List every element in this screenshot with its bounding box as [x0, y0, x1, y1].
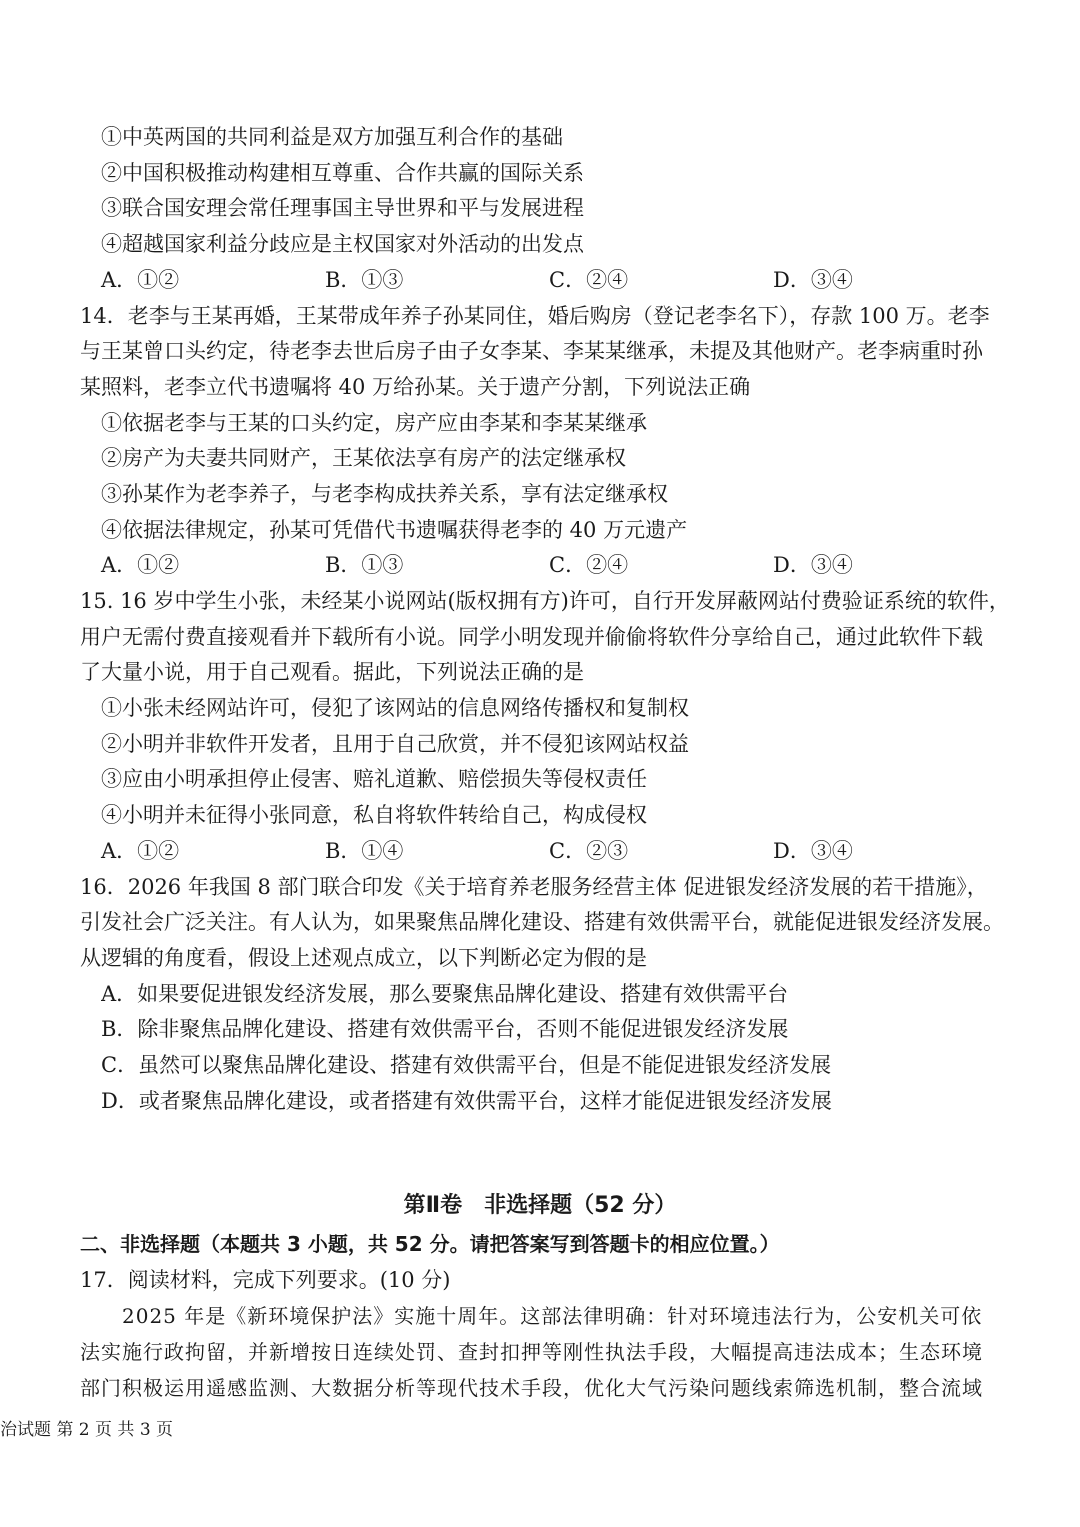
- q14-option-a: A．①②: [101, 553, 180, 577]
- q14-statement-4: ④依据法律规定，孙某可凭借代书遗嘱获得老李的 40 万元遗产: [101, 518, 688, 542]
- q14-option-c: C．②④: [549, 553, 629, 577]
- q14-statement-2: ②房产为夫妻共同财产，王某依法享有房产的法定继承权: [101, 446, 626, 470]
- q16-choice-c: C．虽然可以聚焦品牌化建设、搭建有效供需平台，但是不能促进银发经济发展: [101, 1053, 832, 1077]
- q16-stem-line-1: 16．2026 年我国 8 部门联合印发《关于培育养老服务经营主体 促进银发经济发展的若干措施》，: [80, 875, 988, 899]
- q17-stem: 17．阅读材料，完成下列要求。(10 分): [80, 1268, 451, 1292]
- q13-statement-1: ①中英两国的共同利益是双方加强互利合作的基础: [101, 125, 563, 149]
- q14-option-b: B．①③: [325, 553, 404, 577]
- q15-stem-line-1: 15. 16 岁中学生小张，未经某小说网站(版权拥有方)许可，自行开发屏蔽网站付费验证系统的软件，: [80, 589, 1010, 613]
- q15-stem-line-3: 了大量小说，用于自己观看。据此，下列说法正确的是: [80, 660, 584, 684]
- q15-statement-4: ④小明并未征得小张同意，私自将软件转给自己，构成侵权: [101, 803, 647, 827]
- q14-stem-line-2: 与王某曾口头约定，待老李去世后房子由子女李某、李某某继承，未提及其他财产。老李病重时孙: [80, 339, 983, 363]
- q14-statement-1: ①依据老李与王某的口头约定，房产应由李某和李某某继承: [101, 411, 647, 435]
- q14-stem-line-1: 14．老李与王某再婚，王某带成年养子孙某同住，婚后购房（登记老李名下），存款 100 万。老李: [80, 304, 990, 328]
- q17-material-line-3: 部门积极运用遥感监测、大数据分析等现代技术手段，优化大气污染问题线索筛选机制，整合流域: [80, 1376, 983, 1400]
- q15-option-d: D．③④: [773, 839, 853, 863]
- q14-stem-line-3: 某照料，老李立代书遗嘱将 40 万给孙某。关于遗产分割，下列说法正确: [80, 375, 751, 399]
- q15-option-b: B．①④: [325, 839, 404, 863]
- q13-option-d: D．③④: [773, 268, 853, 292]
- q17-material-line-2: 法实施行政拘留，并新增按日连续处罚、查封扣押等刚性执法手段，大幅提高违法成本；生态环境: [80, 1340, 983, 1364]
- q13-options: [101, 262, 1001, 298]
- q15-option-c: C．②③: [549, 839, 629, 863]
- q13-statement-3: ③联合国安理会常任理事国主导世界和平与发展进程: [101, 196, 584, 220]
- q15-statement-2: ②小明并非软件开发者，且用于自己欣赏，并不侵犯该网站权益: [101, 732, 689, 756]
- q13-option-c: C．②④: [549, 268, 629, 292]
- q16-choice-a: A．如果要促进银发经济发展，那么要聚焦品牌化建设、搭建有效供需平台: [101, 982, 789, 1006]
- q15-option-a: A．①②: [101, 839, 180, 863]
- q13-statement-4: ④超越国家利益分歧应是主权国家对外活动的出发点: [101, 232, 584, 256]
- q13-statement-2: ②中国积极推动构建相互尊重、合作共赢的国际关系: [101, 161, 584, 185]
- part2-heading: 二、非选择题（本题共 3 小题，共 52 分。请把答案写到答题卡的相应位置。）: [80, 1232, 780, 1256]
- q17-material-line-1: 2025 年是《新环境保护法》实施十周年。这部法律明确：针对环境违法行为，公安机关可依: [122, 1304, 983, 1328]
- q15-stem-line-2: 用户无需付费直接观看并下载所有小说。同学小明发现并偷偷将软件分享给自己，通过此软件下载: [80, 625, 983, 649]
- q15-statement-3: ③应由小明承担停止侵害、赔礼道歉、赔偿损失等侵权责任: [101, 767, 647, 791]
- q16-choice-d: D．或者聚焦品牌化建设，或者搭建有效供需平台，这样才能促进银发经济发展: [101, 1089, 832, 1113]
- q16-stem-line-3: 从逻辑的角度看，假设上述观点成立，以下判断必定为假的是: [80, 946, 647, 970]
- q13-option-b: B．①③: [325, 268, 404, 292]
- q16-stem-line-2: 引发社会广泛关注。有人认为，如果聚焦品牌化建设、搭建有效供需平台，就能促进银发经济发展。: [80, 910, 1004, 934]
- part2-title: 第Ⅱ卷 非选择题（52 分）: [403, 1193, 677, 1218]
- q13-option-a: A．①②: [101, 268, 180, 292]
- page-footer: 治试题 第 2 页 共 3 页: [0, 1420, 174, 1440]
- q14-options: [101, 547, 1001, 583]
- q16-choice-b: B．除非聚焦品牌化建设、搭建有效供需平台，否则不能促进银发经济发展: [101, 1017, 789, 1041]
- q14-option-d: D．③④: [773, 553, 853, 577]
- q14-statement-3: ③孙某作为老李养子，与老李构成扶养关系，享有法定继承权: [101, 482, 668, 506]
- q15-statement-1: ①小张未经网站许可，侵犯了该网站的信息网络传播权和复制权: [101, 696, 689, 720]
- q15-options: [101, 833, 1001, 869]
